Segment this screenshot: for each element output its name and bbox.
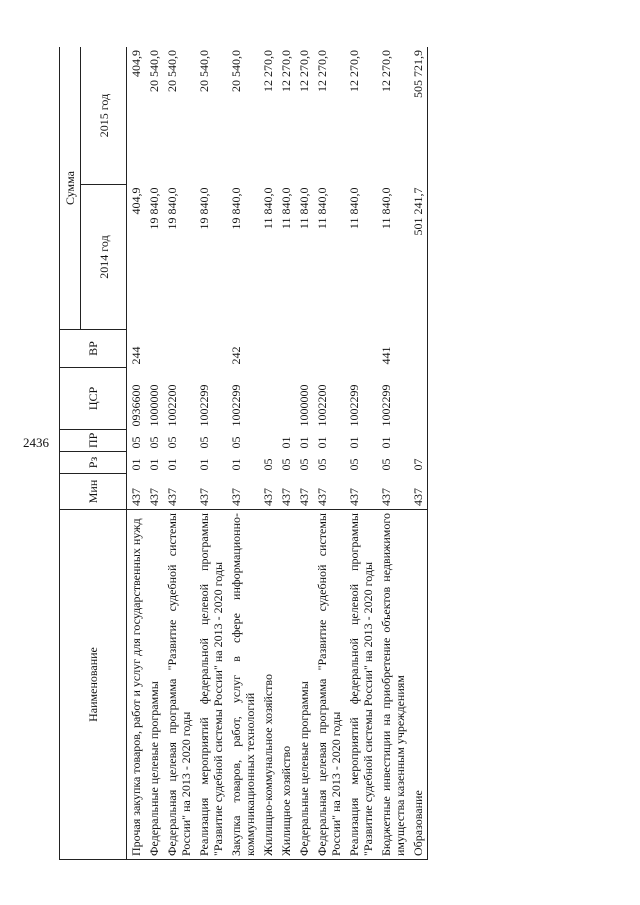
cell-name: Жилищно-коммунальное хозяйство xyxy=(259,510,277,860)
cell-csr: 1002299 xyxy=(229,384,243,427)
cell-vr xyxy=(195,330,227,368)
table-row xyxy=(345,47,377,860)
cell-pr: 01 xyxy=(379,436,393,449)
cell-name: Федеральные целевые программы xyxy=(295,510,313,860)
cell-vr xyxy=(163,330,195,368)
cell-pr: 05 xyxy=(197,436,211,449)
cell-csr: 1000000 xyxy=(147,384,161,427)
cell-2015: 505 721,9 xyxy=(409,47,428,185)
cell-min: 437 xyxy=(261,488,275,506)
cell-2014: 19 840,0 xyxy=(165,187,179,230)
cell-2014: 11 840,0 xyxy=(279,187,293,230)
cell-2015: 404,9 xyxy=(127,47,146,185)
cell-name: Бюджетные инвестиции на приобретение объектов недвижимого имущества казенным учреждениям xyxy=(377,510,409,860)
cell-min: 437 xyxy=(129,488,143,506)
header-rz: Рз xyxy=(60,452,127,474)
header-sum: Сумма xyxy=(60,47,81,330)
cell-name: Жилищное хозяйство xyxy=(277,510,295,860)
cell-name: Реализация мероприятий федеральной целевой программы "Развитие судебной системы России" на 2013 - 2020 годы xyxy=(195,510,227,860)
table-row xyxy=(313,47,345,860)
cell-rz: 01 xyxy=(229,458,243,471)
cell-pr xyxy=(259,430,277,452)
page-number: 2436 xyxy=(23,435,49,450)
cell-2015: 20 540,0 xyxy=(145,47,163,185)
cell-rz: 01 xyxy=(197,458,211,471)
cell-2015: 12 270,0 xyxy=(345,47,377,185)
cell-2014: 501 241,7 xyxy=(409,185,428,330)
header-pr: ПР xyxy=(60,430,127,452)
cell-rz: 05 xyxy=(347,458,361,471)
cell-csr: 1002299 xyxy=(379,384,393,427)
cell-2015: 12 270,0 xyxy=(277,47,295,185)
cell-name: Реализация мероприятий федеральной целевой программы "Развитие судебной системы России" на 2013 - 2020 годы xyxy=(345,510,377,860)
cell-2014: 19 840,0 xyxy=(229,187,243,230)
table-row xyxy=(145,47,163,860)
cell-rz: 07 xyxy=(409,452,428,474)
table-row xyxy=(259,47,277,860)
cell-csr xyxy=(259,368,277,430)
cell-vr xyxy=(295,330,313,368)
cell-csr: 1000000 xyxy=(297,384,311,427)
cell-min: 437 xyxy=(315,488,329,506)
cell-pr: 05 xyxy=(147,436,161,449)
header-name: Наименование xyxy=(60,510,127,860)
cell-2015: 20 540,0 xyxy=(163,47,195,185)
cell-vr: 441 xyxy=(379,346,393,365)
cell-pr: 01 xyxy=(297,436,311,449)
cell-rz: 05 xyxy=(297,458,311,471)
cell-2014: 11 840,0 xyxy=(297,187,311,230)
cell-csr: 1002200 xyxy=(165,384,179,427)
cell-min: 437 xyxy=(197,488,211,506)
header-2014: 2014 год xyxy=(81,185,127,330)
cell-2015: 12 270,0 xyxy=(259,47,277,185)
cell-csr xyxy=(409,368,428,430)
table-row xyxy=(227,47,259,860)
cell-vr xyxy=(145,330,163,368)
cell-min: 437 xyxy=(347,488,361,506)
table-row xyxy=(277,47,295,860)
cell-rz: 01 xyxy=(165,458,179,471)
table-row xyxy=(195,47,227,860)
cell-csr: 0936600 xyxy=(129,384,143,427)
cell-min: 437 xyxy=(279,488,293,506)
cell-name: Образование xyxy=(409,510,428,860)
cell-name: Федеральные целевые программы xyxy=(145,510,163,860)
cell-csr: 1002299 xyxy=(347,384,361,427)
cell-rz: 05 xyxy=(315,458,329,471)
cell-name: Закупка товаров, работ, услуг в сфере информационно-коммуникационных технологий xyxy=(227,510,259,860)
cell-pr: 05 xyxy=(165,436,179,449)
cell-2014: 11 840,0 xyxy=(379,187,393,230)
cell-min: 437 xyxy=(165,488,179,506)
cell-2014: 11 840,0 xyxy=(261,187,275,230)
cell-vr: 244 xyxy=(129,346,143,365)
cell-pr: 05 xyxy=(129,436,143,449)
table-row xyxy=(409,47,428,860)
cell-rz: 01 xyxy=(129,458,143,471)
budget-table xyxy=(59,47,428,860)
cell-2015: 20 540,0 xyxy=(227,47,259,185)
cell-pr: 01 xyxy=(347,436,361,449)
header-csr: ЦСР xyxy=(60,368,127,430)
cell-2015: 12 270,0 xyxy=(313,47,345,185)
cell-name: Прочая закупка товаров, работ и услуг для государственных нужд xyxy=(127,510,146,860)
header-min: Мин xyxy=(60,474,127,510)
cell-csr: 1002299 xyxy=(197,384,211,427)
cell-rz: 05 xyxy=(379,458,393,471)
cell-2014: 11 840,0 xyxy=(347,187,361,230)
cell-vr: 242 xyxy=(229,346,243,365)
cell-pr xyxy=(409,430,428,452)
table-row xyxy=(163,47,195,860)
cell-vr xyxy=(409,330,428,368)
cell-rz: 05 xyxy=(261,458,275,471)
cell-2014: 19 840,0 xyxy=(197,187,211,230)
cell-min: 437 xyxy=(229,488,243,506)
cell-rz: 05 xyxy=(279,458,293,471)
cell-vr xyxy=(345,330,377,368)
header-vr: ВР xyxy=(60,330,127,368)
cell-2014: 19 840,0 xyxy=(147,187,161,230)
cell-pr: 01 xyxy=(279,436,293,449)
cell-vr xyxy=(259,330,277,368)
table-body xyxy=(127,47,428,860)
table-row xyxy=(377,47,409,860)
cell-min: 437 xyxy=(147,488,161,506)
cell-2014: 11 840,0 xyxy=(315,187,329,230)
cell-csr xyxy=(277,368,295,430)
cell-rz: 01 xyxy=(147,458,161,471)
cell-pr: 05 xyxy=(229,436,243,449)
cell-2014: 404,9 xyxy=(129,187,143,215)
table-row xyxy=(295,47,313,860)
cell-vr xyxy=(277,330,295,368)
table-row xyxy=(127,47,146,860)
rotated-page xyxy=(59,47,617,860)
header-row xyxy=(60,47,81,860)
cell-min: 437 xyxy=(297,488,311,506)
cell-csr: 1002200 xyxy=(315,384,329,427)
cell-min: 437 xyxy=(409,474,428,510)
cell-2015: 12 270,0 xyxy=(377,47,409,185)
cell-pr: 01 xyxy=(315,436,329,449)
budget-table-container xyxy=(59,47,617,860)
cell-name: Федеральная целевая программа "Развитие судебной системы России" на 2013 - 2020 годы xyxy=(313,510,345,860)
cell-vr xyxy=(313,330,345,368)
cell-name: Федеральная целевая программа "Развитие судебной системы России" на 2013 - 2020 годы xyxy=(163,510,195,860)
cell-2015: 12 270,0 xyxy=(295,47,313,185)
header-2015: 2015 год xyxy=(81,47,127,185)
cell-2015: 20 540,0 xyxy=(195,47,227,185)
cell-min: 437 xyxy=(379,488,393,506)
